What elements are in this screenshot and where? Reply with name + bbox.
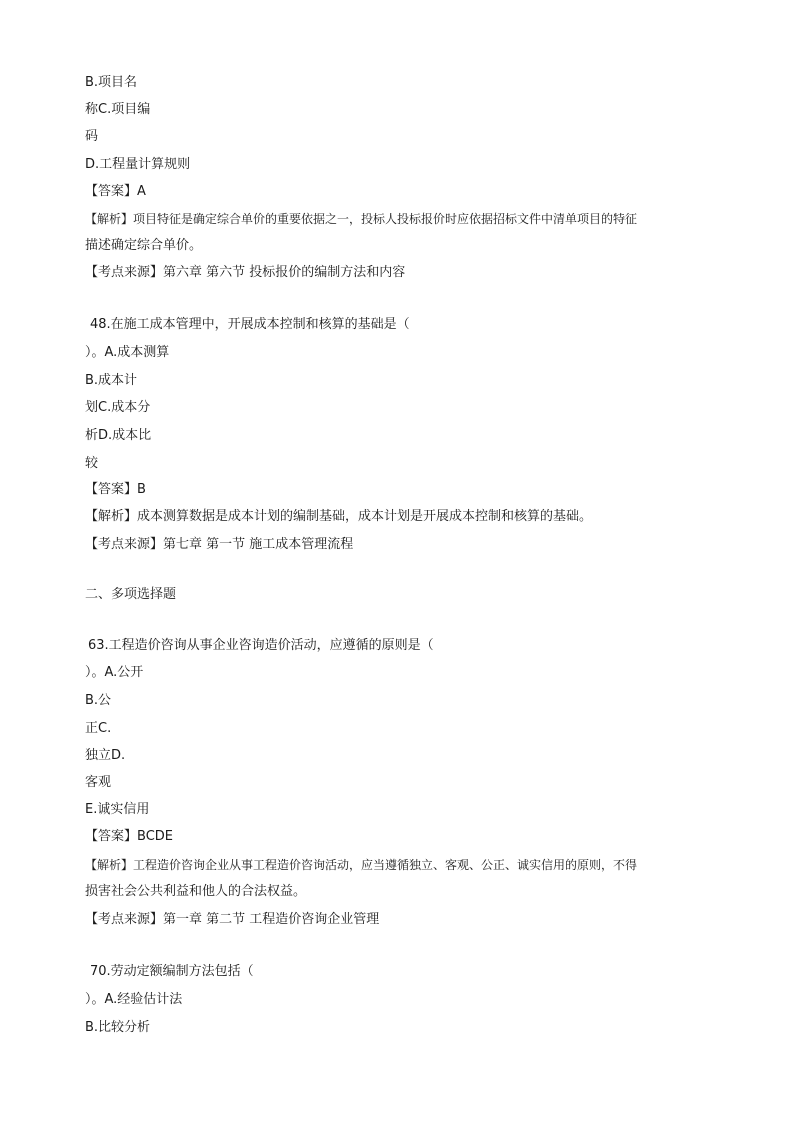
option-b: B.比较分析 — [85, 1020, 151, 1035]
option-text: 称C.项目编 — [85, 102, 151, 117]
option-e: E.诚实信用 — [85, 802, 150, 817]
option-a: ）。A.成本测算 — [85, 345, 170, 360]
option-c: 划C.成本分 — [85, 400, 151, 415]
answer: 【答案】BCDE — [85, 829, 173, 844]
answer: 【答案】A — [85, 184, 146, 199]
analysis: 【解析】工程造价咨询企业从事工程造价咨询活动，应当遵循独立、客观、公正、诚实信用的原则，不得 — [85, 858, 638, 872]
answer: 【答案】B — [85, 482, 146, 497]
option-text: 码 — [85, 129, 99, 144]
question-70: 70.劳动定额编制方法包括（ — [90, 964, 254, 979]
option-d: 独立D. — [85, 748, 126, 763]
analysis: 【解析】成本测算数据是成本计划的编制基础，成本计划是开展成本控制和核算的基础。 — [85, 509, 593, 524]
analysis-cont: 描述确定综合单价。 — [85, 238, 203, 253]
analysis: 【解析】项目特征是确定综合单价的重要依据之一，投标人投标报价时应依据招标文件中清单项目的特征 — [85, 212, 638, 226]
option-b: B.项目名 — [85, 75, 138, 90]
source: 【考点来源】第六章 第六节 投标报价的编制方法和内容 — [85, 265, 406, 280]
option-b: B.公 — [85, 693, 112, 708]
option-b: B.成本计 — [85, 373, 138, 388]
option-a: ）。A.公开 — [85, 665, 144, 680]
source: 【考点来源】第七章 第一节 施工成本管理流程 — [85, 537, 354, 552]
question-63: 63.工程造价咨询从事企业咨询造价活动，应遵循的原则是（ — [88, 638, 434, 653]
option-a: ）。A.经验估计法 — [85, 992, 183, 1007]
source: 【考点来源】第一章 第二节 工程造价咨询企业管理 — [85, 912, 380, 927]
analysis-cont: 损害社会公共利益和他人的合法权益。 — [85, 884, 307, 899]
option-c: 正C. — [85, 721, 112, 736]
option-text: 客观 — [85, 775, 112, 790]
option-d: D.工程量计算规则 — [85, 157, 191, 172]
option-text: 较 — [85, 456, 99, 471]
option-d: 析D.成本比 — [85, 428, 152, 443]
section-heading: 二、多项选择题 — [85, 587, 177, 602]
question-48: 48.在施工成本管理中，开展成本控制和核算的基础是（ — [90, 317, 410, 332]
